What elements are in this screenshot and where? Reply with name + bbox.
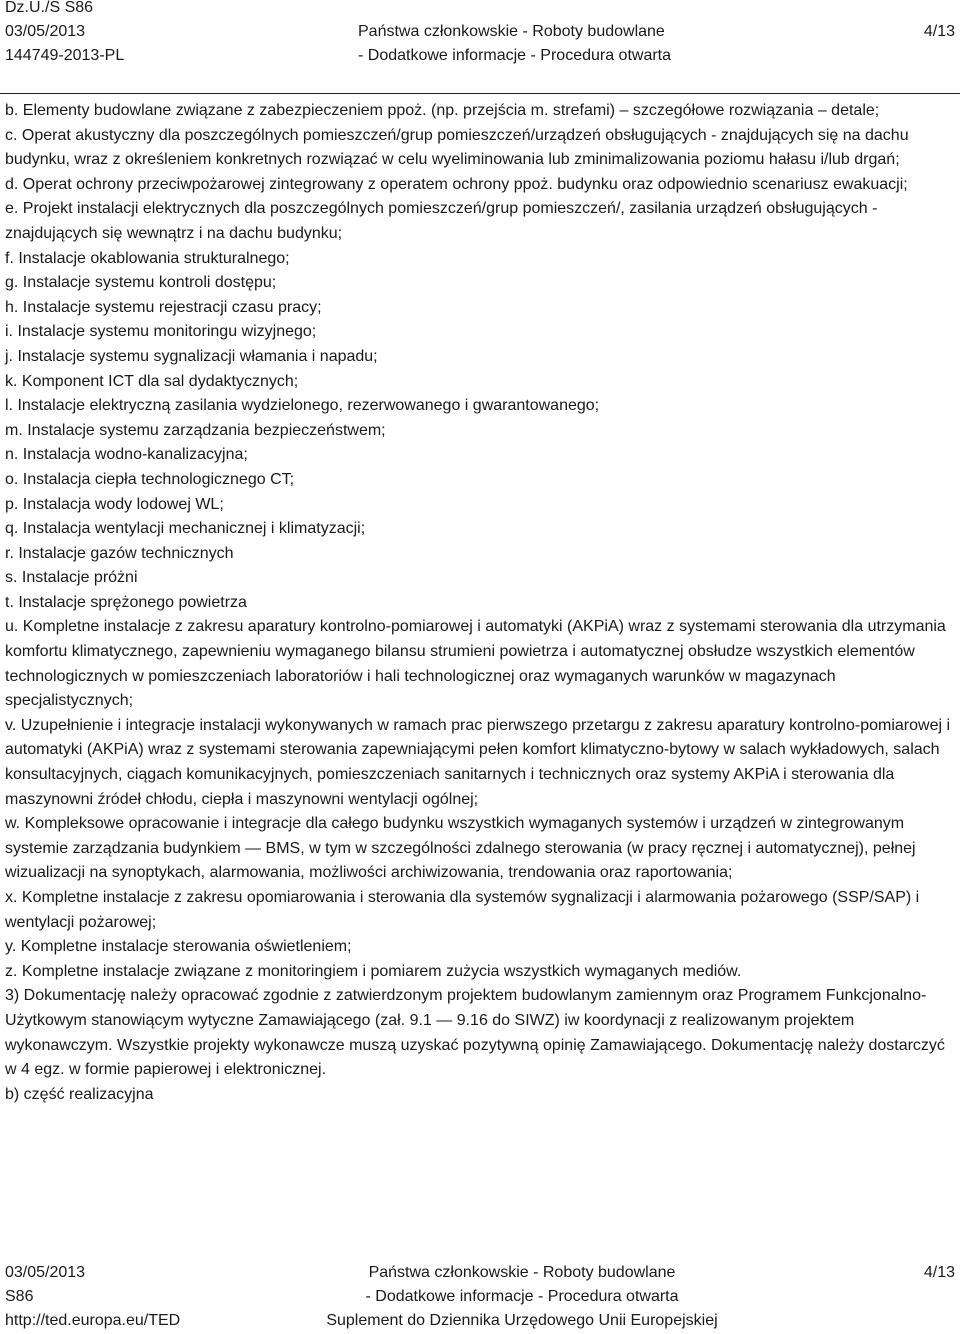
footer-url: http://ted.europa.eu/TED (5, 1312, 181, 1329)
paragraph: j. Instalacje systemu sygnalizacji włamania i napadu; (5, 347, 378, 365)
footer-date-edition (5, 1261, 180, 1309)
footer-title-line3: Suplement do Dziennika Urzędowego Unii Europejskiej (326, 1312, 718, 1329)
paragraph: m. Instalacje systemu zarządzania bezpieczeństwem; (5, 421, 386, 439)
paragraph: v. Uzupełnienie i integracje instalacji wykonywanych w ramach prac pierwszego przetargu z zakresu aparatury kontrolno-pomiarowej i automatyki (AKPiA) wraz z systemami sterowania zapewniającymi pełen komfort klimatyczno-bytowy w salach wykładowych, salach konsultacyjnych, ciągach komunikacyjnych, pomieszczeniach sanitarnych i technicznych oraz systemy AKPiA i sterowania dla maszynowni źródeł chłodu, ciepła i maszynowni wentylacji ogólnej; (5, 716, 951, 808)
paragraph: k. Komponent ICT dla sal dydaktycznych; (5, 372, 299, 390)
header-date: 03/05/2013 (5, 23, 86, 40)
paragraph: q. Instalacja wentylacji mechanicznej i klimatyzacji; (5, 520, 366, 538)
paragraph: f. Instalacje okablowania strukturalnego; (5, 249, 290, 267)
footer-date: 03/05/2013 (5, 1264, 86, 1281)
paragraph: 3) Dokumentację należy opracować zgodnie z zatwierdzonym projektem budowlanym zamiennym oraz Programem Funkcjonalno-Użytkowym stanowiącym wytyczne Zamawiającego (zał. 9.1 — 9.16 do SIWZ) iw koordynacji z realizowanym projektem wykonawczym. Wszystkie projekty wykonawcze muszą uzyskać pozytywną opinię Zamawiającego. Dokumentację należy dostarczyć w 4 egz. w formie papierowej i elektronicznej. (5, 987, 945, 1079)
paragraph: r. Instalacje gazów technicznych (5, 544, 234, 562)
journal-ref: Dz.U./S S86 (5, 0, 94, 16)
paragraph: g. Instalacje systemu kontroli dostępu; (5, 274, 277, 292)
paragraph: y. Kompletne instalacje sterowania oświetleniem; (5, 938, 352, 956)
header-title (358, 20, 698, 68)
header-title-line1: Państwa członkowskie - Roboty budowlane (358, 23, 665, 40)
paragraph: h. Instalacje systemu rejestracji czasu pracy; (5, 298, 322, 316)
paragraph: d. Operat ochrony przeciwpożarowej zintegrowany z operatem ochrony ppoż. budynku oraz odpowiednio scenariusz ewakuacji; (5, 175, 908, 193)
paragraph: i. Instalacje systemu monitoringu wizyjnego; (5, 323, 317, 341)
paragraph: w. Kompleksowe opracowanie i integracje dla całego budynku wszystkich wymaganych systemów i urządzeń w zintegrowanym systemie zarządzania budynkiem — BMS, w tym w szczególności zdalnego sterowania (w pracy ręcznej i automatycznej), pełnej wizualizacji na synoptykach, alarmowania, możliwości archiwizowania, trendowania oraz raportowania; (5, 815, 916, 882)
header-title-line2: - Dodatkowe informacje - Procedura otwarta (358, 47, 672, 64)
paragraph: x. Kompletne instalacje z zakresu opomiarowania i sterowania dla systemów sygnalizacji i alarmowania pożarowego (SSP/SAP) i wentylacji pożarowej; (5, 889, 920, 931)
paragraph: t. Instalacje sprężonego powietrza (5, 593, 247, 611)
footer-title-line2: - Dodatkowe informacje - Procedura otwarta (365, 1288, 679, 1305)
paragraph: b. Elementy budowlane związane z zabezpieczeniem ppoż. (np. przejścia m. strefami) – szczegółowe rozwiązania – detale; (5, 102, 880, 119)
paragraph: e. Projekt instalacji elektrycznych dla poszczególnych pomieszczeń/grup pomieszczeń/, zasilania urządzeń obsługujących - znajdujących się wewnątrz i na dachu budynku; (5, 200, 878, 242)
paragraph: p. Instalacja wody lodowej WL; (5, 495, 224, 513)
footer-edition: S86 (5, 1288, 34, 1305)
paragraph: c. Operat akustyczny dla poszczególnych pomieszczeń/grup pomieszczeń/urządzeń obsługujących - znajdujących się na dachu budynku, wraz z określeniem konkretnych rozwiązać w celu wyeliminowania lub zminimalizowania poziomu hałasu i/lub drgań; (5, 126, 909, 169)
notice-id: 144749-2013-PL (5, 47, 125, 64)
footer-left (5, 1261, 180, 1333)
paragraph: l. Instalacje elektryczną zasilania wydzielonego, rezerwowanego i gwarantowanego; (5, 397, 600, 415)
document-body (5, 99, 955, 1107)
footer-title (312, 1261, 732, 1333)
header-left (5, 0, 124, 68)
header-divider (0, 93, 960, 94)
footer-page-number: 4/13 (923, 1264, 955, 1281)
paragraph: n. Instalacja wodno-kanalizacyjna; (5, 446, 248, 464)
paragraph: s. Instalacje próżni (5, 569, 138, 587)
paragraph: u. Kompletne instalacje z zakresu aparatury kontrolno-pomiarowej i automatyki (AKPiA) wraz z systemami sterowania dla utrzymania komfortu klimatycznego, zapewnieniu wymaganego bilansu strumieni powietrza i automatycznej obsłudze wszystkich elementów technologicznych w pomieszczeniach laboratoriów i hali technologicznej oraz wymaganych warunków w magazynach specjalistycznych; (5, 618, 946, 710)
header-page-number: 4/13 (923, 23, 955, 40)
paragraph: o. Instalacja ciepła technologicznego CT; (5, 470, 295, 488)
page-footer (0, 1261, 960, 1334)
page-header (0, 0, 960, 72)
paragraph: b) część realizacyjna (5, 1085, 154, 1103)
paragraph: z. Kompletne instalacje związane z monitoringiem i pomiarem zużycia wszystkich wymaganych mediów. (5, 962, 742, 980)
footer-title-line1: Państwa członkowskie - Roboty budowlane (368, 1264, 676, 1281)
